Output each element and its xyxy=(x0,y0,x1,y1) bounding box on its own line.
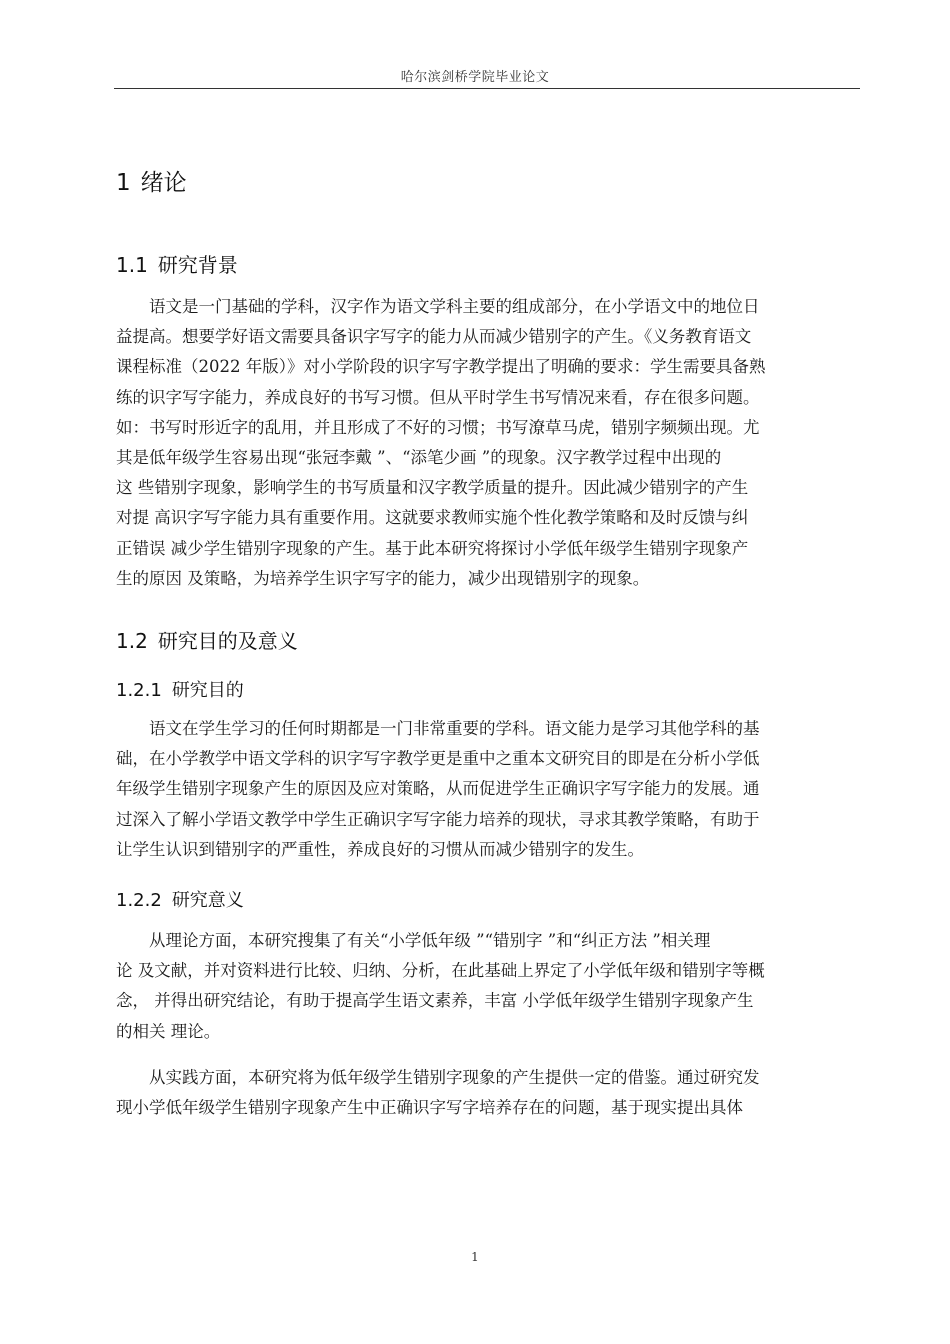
chapter-title: 绪论 xyxy=(140,170,187,196)
text-line: 练的识字写字能力，养成良好的书写习惯。但从平时学生书写情况来看，存在很多问题。 xyxy=(116,387,760,407)
subsection-number: 1.2.1 xyxy=(116,680,162,701)
section-heading-background xyxy=(116,249,238,278)
section-title: 研究背景 xyxy=(157,253,238,277)
text-line: 现小学低年级学生错别字现象产生中正确识字写字培养存在的问题，基于现实提出具体 xyxy=(116,1098,743,1118)
text-line: 对提 高识字写字能力具有重要作用。这就要求教师实施个性化教学策略和及时反馈与纠 xyxy=(116,508,749,528)
section-title: 研究目的及意义 xyxy=(157,629,298,653)
text-line: 益提高。想要学好语文需要具备识字写字的能力从而减少错别字的产生。《义务教育语文 xyxy=(116,327,752,347)
chapter-number: 1 xyxy=(116,170,131,196)
text-line: 的相关 理论。 xyxy=(116,1021,221,1041)
subsection-heading-significance xyxy=(116,886,244,912)
section-number: 1.2 xyxy=(116,629,148,653)
text-line: 论 及文献，并对资料进行比较、归纳、分析，在此基础上界定了小学低年级和错别字等概 xyxy=(116,961,765,981)
text-line: 正错误 减少学生错别字现象的产生。基于此本研究将探讨小学低年级学生错别字现象产 xyxy=(116,538,749,558)
subsection-title: 研究意义 xyxy=(171,890,244,911)
running-header: 哈尔滨剑桥学院毕业论文 xyxy=(400,70,550,85)
text-line: 语文在学生学习的任何时期都是一门非常重要的学科。语文能力是学习其他学科的基 xyxy=(149,719,760,738)
text-line: 让学生认识到错别字的严重性，养成良好的习惯从而减少错别字的发生。 xyxy=(116,839,644,859)
text-line: 生的原因 及策略，为培养学生识字写字的能力，减少出现错别字的现象。 xyxy=(116,568,650,588)
text-line: 语文是一门基础的学科，汉字作为语文学科主要的组成部分，在小学语文中的地位日 xyxy=(149,297,760,316)
text-line: 念， 并得出研究结论，有助于提高学生语文素养，丰富 小学低年级学生错别字现象产生 xyxy=(116,991,754,1011)
subsection-number: 1.2.2 xyxy=(116,890,162,911)
subsection-heading-purpose xyxy=(116,676,244,702)
text-line: 课程标准（2022 年版）》对小学阶段的识字写字教学提出了明确的要求：学生需要具备熟 xyxy=(116,357,766,377)
paragraph-significance-practice xyxy=(116,1063,860,1123)
text-line: 础，在小学教学中语文学科的识字写字教学更是重中之重本文研究目的即是在分析小学低 xyxy=(116,749,760,769)
section-heading-purpose-significance xyxy=(116,625,298,654)
subsection-title: 研究目的 xyxy=(171,680,244,701)
text-line: 其是低年级学生容易出现“张冠李戴 ”、“添笔少画 ”的现象。汉字教学过程中出现的 xyxy=(116,448,722,468)
paragraph-background xyxy=(116,292,860,594)
chapter-heading xyxy=(116,164,187,197)
text-line: 从实践方面，本研究将为低年级学生错别字现象的产生提供一定的借鉴。通过研究发 xyxy=(149,1068,760,1087)
section-number: 1.1 xyxy=(116,253,148,277)
paragraph-significance-theory xyxy=(116,926,860,1047)
page-number: 1 xyxy=(471,1250,479,1264)
paragraph-purpose xyxy=(116,714,860,865)
text-line: 这 些错别字现象，影响学生的书写质量和汉字教学质量的提升。因此减少错别字的产生 xyxy=(116,478,749,498)
header-rule xyxy=(114,88,860,89)
text-line: 从理论方面，本研究搜集了有关“小学低年级 ”“错别字 ”和“纠正方法 ”相关理 xyxy=(149,931,711,950)
text-line: 年级学生错别字现象产生的原因及应对策略，从而促进学生正确识字写字能力的发展。通 xyxy=(116,779,760,799)
text-line: 如：书写时形近字的乱用，并且形成了不好的习惯；书写潦草马虎，错别字频频出现。尤 xyxy=(116,417,760,437)
text-line: 过深入了解小学语文教学中学生正确识字写字能力培养的现状，寻求其教学策略，有助于 xyxy=(116,809,760,829)
